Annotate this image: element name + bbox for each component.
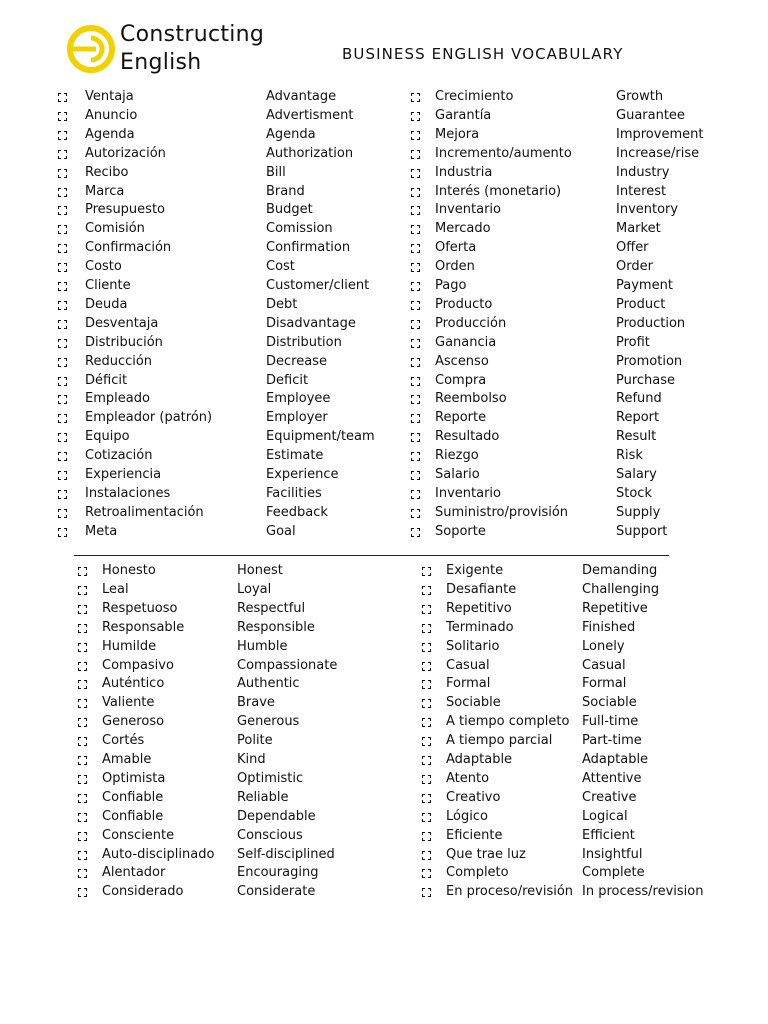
spanish-term: Inventario: [435, 485, 501, 501]
spanish-term: Creativo: [446, 789, 501, 805]
english-term: Debt: [266, 296, 298, 312]
english-term: Humble: [237, 638, 288, 654]
english-term: Salary: [616, 467, 657, 482]
english-term: Dependable: [237, 808, 316, 824]
vocab-row: [0, 864, 768, 882]
section-divider: [74, 555, 669, 556]
spanish-term: Distribución: [85, 334, 163, 350]
checkbox-icon[interactable]: [411, 320, 420, 329]
spanish-term: Formal: [446, 676, 491, 692]
spanish-term: Salario: [435, 467, 480, 482]
english-term: Insightful: [582, 846, 643, 862]
english-term: Budget: [266, 202, 313, 218]
english-term: Authorization: [266, 145, 354, 161]
checkbox-icon[interactable]: [411, 414, 420, 423]
spanish-term: Oferta: [435, 240, 477, 256]
checkbox-icon[interactable]: [411, 150, 420, 159]
english-term: Improvement: [616, 126, 704, 142]
english-term: Compassionate: [237, 657, 338, 673]
english-term: Industry: [616, 164, 670, 180]
english-term: Production: [616, 315, 686, 331]
vocab-row: [0, 220, 768, 238]
spanish-term: Recibo: [85, 164, 129, 180]
spanish-term: Cortés: [102, 733, 145, 749]
spanish-term: Resultado: [435, 429, 500, 445]
checkbox-icon[interactable]: [411, 188, 420, 197]
spanish-term: Valiente: [102, 695, 155, 711]
english-term: Finished: [582, 619, 636, 635]
checkbox-icon[interactable]: [422, 643, 431, 652]
checkbox-icon[interactable]: [411, 301, 420, 310]
checkbox-icon[interactable]: [411, 377, 420, 386]
english-term: Attentive: [582, 770, 642, 786]
spanish-term: Deuda: [85, 296, 128, 312]
spanish-term: Cliente: [85, 278, 131, 293]
spanish-term: Interés (monetario): [435, 183, 562, 199]
spanish-term: Confirmación: [85, 240, 172, 256]
checkbox-icon[interactable]: [422, 813, 431, 822]
vocab-row: [0, 296, 768, 314]
english-term: Authentic: [237, 676, 300, 692]
brand-name-line1: Constructing: [120, 22, 265, 47]
spanish-term: Ganancia: [435, 334, 497, 350]
english-term: Honest: [237, 563, 283, 578]
english-term: Brave: [237, 695, 275, 711]
spanish-term: Marca: [85, 183, 125, 199]
spanish-term: Amable: [102, 752, 152, 767]
english-term: Customer/client: [266, 278, 370, 293]
checkbox-icon[interactable]: [411, 509, 420, 518]
spanish-term: Que trae luz: [446, 846, 526, 862]
english-term: Guarantee: [616, 107, 685, 123]
checkbox-icon[interactable]: [411, 169, 420, 178]
vocab-row: [0, 694, 768, 712]
spanish-term: Solitario: [446, 638, 500, 654]
spanish-term: Consciente: [102, 827, 175, 843]
english-term: Payment: [616, 278, 673, 293]
checkbox-icon[interactable]: [422, 699, 431, 708]
english-term: Employee: [266, 391, 331, 407]
spanish-term: A tiempo completo: [446, 714, 570, 730]
spanish-term: Completo: [446, 865, 509, 881]
spanish-term: Producción: [435, 315, 507, 331]
english-term: Support: [616, 523, 668, 539]
vocab-row: [0, 562, 768, 580]
vocab-row: [0, 789, 768, 807]
spanish-term: Terminado: [446, 619, 514, 635]
spanish-term: Atento: [446, 770, 490, 786]
checkbox-icon[interactable]: [422, 586, 431, 595]
english-term: Generous: [237, 714, 300, 730]
checkbox-icon[interactable]: [422, 775, 431, 784]
spanish-term: Sociable: [446, 695, 501, 711]
english-term: Considerate: [237, 884, 316, 900]
spanish-term: Retroalimentación: [85, 504, 204, 520]
spanish-term: Respetuoso: [102, 600, 178, 616]
spanish-term: Soporte: [435, 523, 486, 539]
spanish-term: Auténtico: [102, 676, 165, 692]
english-term: Promotion: [616, 353, 683, 369]
vocab-row: [0, 239, 768, 257]
spanish-term: Ascenso: [435, 353, 489, 369]
checkbox-icon[interactable]: [422, 794, 431, 803]
english-term: Employer: [266, 410, 328, 426]
spanish-term: Empleador (patrón): [85, 410, 213, 426]
checkbox-icon[interactable]: [422, 869, 431, 878]
spanish-term: Reporte: [435, 410, 487, 426]
vocab-row: [0, 107, 768, 125]
english-term: Complete: [582, 865, 645, 881]
english-term: Loyal: [237, 581, 272, 597]
english-term: Efficient: [582, 827, 635, 843]
english-term: Disadvantage: [266, 315, 356, 331]
english-term: Equipment/team: [266, 429, 375, 445]
spanish-term: Confiable: [102, 789, 164, 805]
brand-name-line2: English: [120, 50, 202, 75]
vocab-row: [0, 675, 768, 693]
spanish-term: Mejora: [435, 126, 480, 142]
spanish-term: Empleado: [85, 391, 150, 407]
spanish-term: Humilde: [102, 638, 157, 654]
english-term: In process/revision: [582, 884, 704, 900]
vocab-row: [0, 183, 768, 201]
spanish-term: Reembolso: [435, 391, 507, 407]
english-term: Formal: [582, 676, 627, 692]
spanish-term: Considerado: [102, 884, 184, 900]
english-term: Full-time: [582, 714, 639, 730]
english-term: Market: [616, 221, 661, 237]
vocab-row: [0, 315, 768, 333]
spanish-term: Reducción: [85, 353, 153, 369]
checkbox-icon[interactable]: [411, 358, 420, 367]
spanish-term: Autorización: [85, 145, 166, 161]
spanish-term: Cotización: [85, 448, 153, 464]
spanish-term: Desventaja: [85, 315, 159, 331]
spanish-term: Ventaja: [85, 89, 134, 104]
spanish-term: Pago: [435, 278, 467, 293]
english-term: Respectful: [237, 600, 306, 616]
spanish-term: En proceso/revisión: [446, 884, 574, 900]
checkbox-icon[interactable]: [422, 662, 431, 671]
spanish-term: Generoso: [102, 714, 165, 730]
english-term: Brand: [266, 183, 305, 199]
spanish-term: Orden: [435, 259, 475, 275]
vocab-row: [0, 334, 768, 352]
spanish-term: Alentador: [102, 865, 166, 881]
spanish-term: Agenda: [85, 126, 135, 142]
vocab-row: [0, 428, 768, 446]
english-term: Estimate: [266, 448, 324, 464]
english-term: Result: [616, 429, 657, 445]
checkbox-icon[interactable]: [411, 471, 420, 480]
vocab-row: [0, 846, 768, 864]
vocab-row: [0, 657, 768, 675]
english-term: Self-disciplined: [237, 846, 335, 862]
vocab-row: [0, 504, 768, 522]
spanish-term: Optimista: [102, 770, 166, 786]
spanish-term: Desafiante: [446, 581, 517, 597]
english-term: Supply: [616, 504, 661, 520]
checkbox-icon[interactable]: [422, 605, 431, 614]
vocab-row: [0, 466, 768, 484]
spanish-term: Honesto: [102, 563, 156, 578]
spanish-term: Leal: [102, 581, 129, 597]
vocab-row: [0, 88, 768, 106]
english-term: Product: [616, 296, 666, 312]
english-term: Refund: [616, 391, 662, 407]
spanish-term: Suministro/provisión: [435, 504, 569, 520]
vocab-row: [0, 638, 768, 656]
vocab-row: [0, 827, 768, 845]
english-term: Bill: [266, 164, 286, 180]
vocab-row: [0, 485, 768, 503]
checkbox-icon[interactable]: [411, 528, 420, 537]
vocab-row: [0, 126, 768, 144]
english-term: Challenging: [582, 581, 660, 597]
vocab-row: [0, 619, 768, 637]
vocab-row: [0, 600, 768, 618]
checkbox-icon[interactable]: [411, 244, 420, 253]
checkbox-icon[interactable]: [422, 737, 431, 746]
english-term: Offer: [616, 240, 649, 256]
spanish-term: Riezgo: [435, 448, 479, 464]
english-term: Reliable: [237, 789, 289, 805]
checkbox-icon[interactable]: [411, 131, 420, 140]
english-term: Sociable: [582, 695, 637, 711]
vocab-row: [0, 447, 768, 465]
spanish-term: Incremento/aumento: [435, 145, 572, 161]
spanish-term: Meta: [85, 523, 118, 539]
spanish-term: Industria: [435, 164, 493, 180]
checkbox-icon[interactable]: [411, 433, 420, 442]
english-term: Advertisment: [266, 107, 354, 123]
checkbox-icon[interactable]: [422, 832, 431, 841]
vocab-row: [0, 751, 768, 769]
english-term: Comission: [266, 221, 333, 237]
vocab-row: [0, 390, 768, 408]
checkbox-icon[interactable]: [411, 206, 420, 215]
english-term: Responsible: [237, 619, 315, 635]
spanish-term: Costo: [85, 259, 122, 275]
spanish-term: Crecimiento: [435, 89, 514, 104]
vocab-row: [0, 164, 768, 182]
vocab-row: [0, 770, 768, 788]
vocab-row: [0, 523, 768, 541]
checkbox-icon[interactable]: [422, 718, 431, 727]
spanish-term: Repetitivo: [446, 600, 512, 616]
vocab-row: [0, 258, 768, 276]
vocab-row: [0, 883, 768, 901]
checkbox-icon[interactable]: [411, 263, 420, 272]
spanish-term: Responsable: [102, 619, 185, 635]
spanish-term: Auto-disciplinado: [102, 846, 215, 862]
english-term: Advantage: [266, 89, 337, 104]
spanish-term: Eficiente: [446, 827, 503, 843]
checkbox-icon[interactable]: [411, 112, 420, 121]
spanish-term: Equipo: [85, 429, 130, 445]
english-term: Decrease: [266, 353, 327, 369]
spanish-term: Confiable: [102, 808, 164, 824]
spanish-term: Instalaciones: [85, 485, 171, 501]
english-term: Distribution: [266, 334, 342, 350]
spanish-term: Anuncio: [85, 107, 138, 123]
checkbox-icon[interactable]: [422, 624, 431, 633]
english-term: Cost: [266, 259, 295, 275]
english-term: Agenda: [266, 126, 316, 142]
checkbox-icon[interactable]: [422, 888, 431, 897]
spanish-term: A tiempo parcial: [446, 733, 553, 749]
spanish-term: Experiencia: [85, 467, 162, 482]
spanish-term: Presupuesto: [85, 202, 165, 218]
checkbox-icon[interactable]: [422, 756, 431, 765]
spanish-term: Compra: [435, 372, 487, 388]
english-term: Risk: [616, 448, 643, 464]
vocab-row: [0, 808, 768, 826]
checkbox-icon[interactable]: [422, 680, 431, 689]
vocab-row: [0, 353, 768, 371]
checkbox-icon[interactable]: [411, 225, 420, 234]
english-term: Optimistic: [237, 770, 304, 786]
english-term: Repetitive: [582, 600, 648, 616]
english-term: Goal: [266, 523, 296, 539]
english-term: Growth: [616, 89, 664, 104]
english-term: Encouraging: [237, 865, 319, 881]
checkbox-icon[interactable]: [411, 339, 420, 348]
english-term: Adaptable: [582, 752, 649, 767]
spanish-term: Exigente: [446, 563, 504, 578]
vocab-row: [0, 732, 768, 750]
english-term: Interest: [616, 183, 667, 199]
english-term: Profit: [616, 334, 650, 350]
english-term: Polite: [237, 733, 273, 749]
english-term: Deficit: [266, 372, 309, 388]
vocab-row: [0, 713, 768, 731]
spanish-term: Adaptable: [446, 752, 513, 767]
english-term: Experience: [266, 467, 339, 482]
logo-icon: [66, 24, 116, 74]
spanish-term: Producto: [435, 296, 493, 312]
spanish-term: Mercado: [435, 221, 491, 237]
english-term: Stock: [616, 485, 652, 501]
spanish-term: Comisión: [85, 221, 145, 237]
spanish-term: Inventario: [435, 202, 501, 218]
spanish-term: Casual: [446, 657, 490, 673]
english-term: Creative: [582, 789, 637, 805]
checkbox-icon[interactable]: [411, 452, 420, 461]
brand-logo: [66, 22, 296, 80]
english-term: Conscious: [237, 827, 303, 843]
english-term: Purchase: [616, 372, 676, 388]
checkbox-icon[interactable]: [422, 851, 431, 860]
vocab-row: [0, 277, 768, 295]
english-term: Order: [616, 259, 653, 275]
english-term: Increase/rise: [616, 145, 700, 161]
checkbox-icon[interactable]: [411, 93, 420, 102]
english-term: Report: [616, 410, 660, 426]
vocab-row: [0, 201, 768, 219]
english-term: Kind: [237, 752, 266, 767]
english-term: Facilities: [266, 485, 322, 501]
checkbox-icon[interactable]: [411, 490, 420, 499]
english-term: Confirmation: [266, 240, 351, 256]
checkbox-icon[interactable]: [422, 567, 431, 576]
checkbox-icon[interactable]: [411, 395, 420, 404]
english-term: Logical: [582, 808, 628, 824]
english-term: Part-time: [582, 733, 642, 749]
vocab-row: [0, 581, 768, 599]
spanish-term: Compasivo: [102, 657, 174, 673]
spanish-term: Lógico: [446, 808, 488, 824]
english-term: Demanding: [582, 563, 658, 578]
checkbox-icon[interactable]: [411, 282, 420, 291]
english-term: Inventory: [616, 202, 679, 218]
vocab-row: [0, 372, 768, 390]
english-term: Lonely: [582, 638, 625, 654]
english-term: Feedback: [266, 504, 328, 520]
spanish-term: Déficit: [85, 372, 128, 388]
vocab-row: [0, 145, 768, 163]
vocab-row: [0, 409, 768, 427]
document-title: BUSINESS ENGLISH VOCABULARY: [342, 45, 624, 63]
english-term: Casual: [582, 657, 626, 673]
spanish-term: Garantía: [435, 107, 492, 123]
